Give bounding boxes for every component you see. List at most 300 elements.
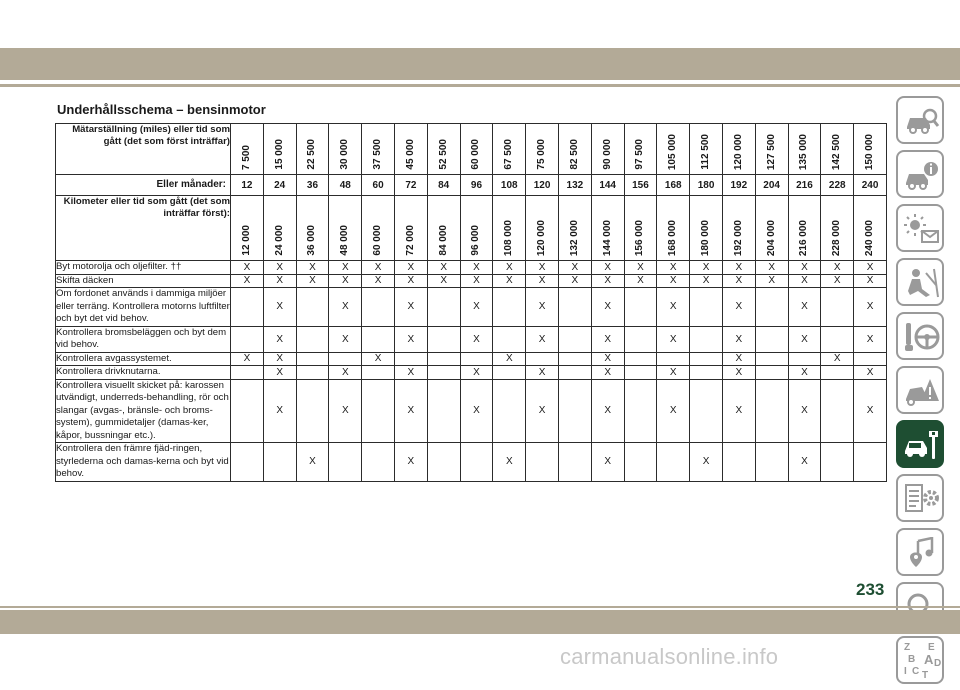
- bottom-decor-line: [0, 606, 960, 608]
- miles-value: 37 500: [372, 139, 384, 170]
- miles-value: 52 500: [437, 139, 449, 170]
- miles-value: 15 000: [273, 139, 285, 170]
- service-mark-cell: X: [854, 274, 887, 288]
- tab-car-wrench[interactable]: [896, 420, 944, 468]
- airbag-icon: [904, 267, 940, 299]
- miles-value: 90 000: [601, 139, 613, 170]
- service-mark-cell: X: [362, 352, 395, 366]
- km-column-header: [231, 196, 264, 261]
- service-mark-cell: X: [296, 443, 329, 482]
- service-mark-cell: X: [722, 288, 755, 327]
- km-header-label: Kilometer eller tid som gått (det som inträffar först):: [56, 196, 231, 261]
- service-mark-cell: [690, 352, 723, 366]
- car-info-icon: [904, 159, 940, 191]
- service-mark-cell: X: [427, 274, 460, 288]
- miles-value: 30 000: [339, 139, 351, 170]
- km-value: 108 000: [503, 219, 515, 256]
- service-mark-cell: X: [788, 274, 821, 288]
- service-mark-cell: [493, 366, 526, 380]
- miles-value: 7 500: [240, 144, 252, 170]
- service-mark-cell: [558, 352, 591, 366]
- service-mark-cell: [231, 379, 264, 443]
- alphabet-letter: C: [912, 666, 920, 677]
- service-mark-cell: X: [591, 352, 624, 366]
- service-mark-cell: X: [591, 443, 624, 482]
- service-mark-cell: X: [493, 352, 526, 366]
- months-value: 192: [722, 175, 755, 196]
- service-mark-cell: [231, 443, 264, 482]
- km-value: 168 000: [667, 219, 679, 256]
- miles-column-header: [657, 124, 690, 175]
- service-mark-cell: [755, 288, 788, 327]
- service-mark-cell: [624, 443, 657, 482]
- service-mark-cell: X: [854, 261, 887, 275]
- service-mark-cell: X: [690, 443, 723, 482]
- miles-column-header: [460, 124, 493, 175]
- service-mark-cell: [690, 326, 723, 352]
- table-row: [56, 443, 887, 482]
- service-mark-cell: X: [591, 379, 624, 443]
- service-mark-cell: X: [329, 288, 362, 327]
- service-mark-cell: X: [329, 274, 362, 288]
- service-mark-cell: [493, 288, 526, 327]
- service-mark-cell: [362, 366, 395, 380]
- km-column-header: [427, 196, 460, 261]
- car-magnifier-icon: [904, 105, 940, 137]
- service-item-label: Om fordonet används i dammiga miljöer eller terräng. Kontrollera motorns luftfilter och byt det vid behov.: [56, 288, 230, 324]
- service-mark-cell: [821, 288, 854, 327]
- service-mark-cell: [526, 352, 559, 366]
- km-column-header: [821, 196, 854, 261]
- service-mark-cell: X: [624, 261, 657, 275]
- km-column-header: [558, 196, 591, 261]
- alphabet-letter: A: [924, 652, 934, 667]
- service-mark-cell: [427, 366, 460, 380]
- service-mark-cell: X: [657, 274, 690, 288]
- km-value: 228 000: [831, 219, 843, 256]
- service-mark-cell: [657, 352, 690, 366]
- miles-column-header: [821, 124, 854, 175]
- months-value: 72: [394, 175, 427, 196]
- km-column-header: [362, 196, 395, 261]
- miles-value: 22 500: [306, 139, 318, 170]
- service-item-label: Skifta däcken: [56, 274, 231, 288]
- service-item-label: Kontrollera drivknutarna.: [56, 366, 231, 380]
- table-row: [56, 326, 887, 352]
- service-mark-cell: X: [526, 366, 559, 380]
- km-column-header: [460, 196, 493, 261]
- km-header-row: [56, 196, 887, 261]
- service-mark-cell: X: [296, 261, 329, 275]
- service-mark-cell: [558, 288, 591, 327]
- service-mark-cell: X: [821, 261, 854, 275]
- km-column-header: [329, 196, 362, 261]
- miles-column-header: [558, 124, 591, 175]
- miles-column-header: [427, 124, 460, 175]
- service-mark-cell: X: [394, 366, 427, 380]
- service-mark-cell: [755, 352, 788, 366]
- service-mark-cell: [558, 326, 591, 352]
- tab-warning-lights[interactable]: [896, 204, 944, 252]
- alphabet-letter: B: [908, 654, 916, 665]
- miles-column-header: [854, 124, 887, 175]
- km-value: 72 000: [404, 225, 416, 256]
- service-mark-cell: X: [362, 274, 395, 288]
- miles-value: 150 000: [864, 133, 876, 170]
- service-mark-cell: [624, 288, 657, 327]
- service-mark-cell: [231, 366, 264, 380]
- service-mark-cell: X: [821, 352, 854, 366]
- miles-column-header: [362, 124, 395, 175]
- top-decor-line: [0, 84, 960, 87]
- miles-value: 97 500: [634, 139, 646, 170]
- service-mark-cell: X: [591, 288, 624, 327]
- service-mark-cell: X: [296, 274, 329, 288]
- months-value: 12: [231, 175, 264, 196]
- service-mark-cell: X: [755, 274, 788, 288]
- km-column-header: [690, 196, 723, 261]
- service-mark-cell: [427, 326, 460, 352]
- miles-value: 45 000: [404, 139, 416, 170]
- service-mark-cell: X: [624, 274, 657, 288]
- km-value: 216 000: [798, 219, 810, 256]
- service-mark-cell: X: [690, 261, 723, 275]
- service-mark-cell: [362, 288, 395, 327]
- service-mark-cell: X: [263, 326, 296, 352]
- service-mark-cell: [722, 443, 755, 482]
- miles-column-header: [526, 124, 559, 175]
- service-mark-cell: X: [329, 326, 362, 352]
- service-mark-cell: X: [591, 366, 624, 380]
- km-column-header: [296, 196, 329, 261]
- miles-column-header: [755, 124, 788, 175]
- service-mark-cell: X: [526, 326, 559, 352]
- service-mark-cell: X: [263, 274, 296, 288]
- km-column-header: [591, 196, 624, 261]
- months-value: 180: [690, 175, 723, 196]
- miles-column-header: [493, 124, 526, 175]
- service-mark-cell: [427, 379, 460, 443]
- km-value: 156 000: [634, 219, 646, 256]
- km-column-header: [788, 196, 821, 261]
- service-mark-cell: X: [263, 379, 296, 443]
- months-value: 132: [558, 175, 591, 196]
- service-mark-cell: X: [362, 261, 395, 275]
- service-mark-cell: [558, 443, 591, 482]
- months-value: 120: [526, 175, 559, 196]
- miles-column-header: [394, 124, 427, 175]
- km-value: 180 000: [700, 219, 712, 256]
- bottom-decor-band: [0, 610, 960, 634]
- service-mark-cell: [624, 366, 657, 380]
- service-mark-cell: X: [854, 379, 887, 443]
- tab-car-magnifier[interactable]: [896, 96, 944, 144]
- service-item-label: Kontrollera bromsbeläggen och byt dem vid behov.: [56, 326, 231, 352]
- service-mark-cell: [296, 366, 329, 380]
- service-mark-cell: [427, 288, 460, 327]
- service-mark-cell: X: [788, 288, 821, 327]
- km-value: 204 000: [765, 219, 777, 256]
- service-mark-cell: [690, 366, 723, 380]
- alphabet-letter: T: [922, 670, 929, 681]
- service-mark-cell: [362, 379, 395, 443]
- months-value: 216: [788, 175, 821, 196]
- service-mark-cell: X: [526, 379, 559, 443]
- tab-car-info[interactable]: [896, 150, 944, 198]
- service-mark-cell: [231, 288, 264, 327]
- service-mark-cell: X: [394, 274, 427, 288]
- car-wrench-icon: [904, 429, 940, 461]
- service-mark-cell: X: [329, 379, 362, 443]
- alphabet-letter: I: [904, 666, 907, 677]
- service-mark-cell: X: [821, 274, 854, 288]
- service-mark-cell: X: [722, 379, 755, 443]
- months-value: 84: [427, 175, 460, 196]
- service-mark-cell: X: [263, 352, 296, 366]
- months-value: 48: [329, 175, 362, 196]
- service-mark-cell: X: [460, 379, 493, 443]
- months-value: 108: [493, 175, 526, 196]
- service-mark-cell: X: [722, 274, 755, 288]
- chapter-tabs: [896, 96, 948, 690]
- km-value: 240 000: [864, 219, 876, 256]
- page-number: 233: [856, 580, 885, 599]
- schedule-body: [56, 261, 887, 482]
- service-mark-cell: X: [493, 261, 526, 275]
- service-mark-cell: [788, 352, 821, 366]
- km-value: 24 000: [273, 225, 285, 256]
- service-mark-cell: X: [657, 288, 690, 327]
- km-column-header: [722, 196, 755, 261]
- table-row: [56, 379, 887, 443]
- tab-car-accident[interactable]: [896, 366, 944, 414]
- km-column-header: [624, 196, 657, 261]
- service-mark-cell: X: [526, 261, 559, 275]
- service-mark-cell: X: [329, 261, 362, 275]
- service-mark-cell: [624, 379, 657, 443]
- km-value: 84 000: [437, 225, 449, 256]
- car-accident-icon: [904, 375, 940, 407]
- km-value: 132 000: [568, 219, 580, 256]
- miles-value: 75 000: [536, 139, 548, 170]
- miles-column-header: [296, 124, 329, 175]
- service-mark-cell: X: [722, 352, 755, 366]
- alphabet-letter: Z: [904, 642, 911, 653]
- service-mark-cell: [821, 379, 854, 443]
- months-header-label: Eller månader:: [56, 175, 231, 196]
- service-mark-cell: [854, 443, 887, 482]
- service-mark-cell: X: [854, 326, 887, 352]
- km-value: 120 000: [536, 219, 548, 256]
- service-mark-cell: X: [591, 326, 624, 352]
- service-mark-cell: X: [231, 352, 264, 366]
- months-value: 24: [263, 175, 296, 196]
- service-mark-cell: [362, 326, 395, 352]
- specs-gear-icon: [904, 483, 940, 515]
- miles-header-row: [56, 124, 887, 175]
- miles-column-header: [624, 124, 657, 175]
- miles-value: 142 500: [831, 133, 843, 170]
- service-mark-cell: X: [231, 274, 264, 288]
- service-mark-cell: X: [854, 366, 887, 380]
- service-mark-cell: X: [591, 274, 624, 288]
- service-mark-cell: [526, 443, 559, 482]
- service-mark-cell: X: [460, 288, 493, 327]
- table-row: [56, 288, 887, 327]
- miles-column-header: [591, 124, 624, 175]
- service-mark-cell: [821, 326, 854, 352]
- tab-airbag[interactable]: [896, 258, 944, 306]
- service-mark-cell: [460, 443, 493, 482]
- service-mark-cell: [296, 288, 329, 327]
- steering-wheel-icon: [904, 321, 940, 353]
- service-mark-cell: [427, 443, 460, 482]
- service-mark-cell: X: [460, 274, 493, 288]
- tab-alphabet-index[interactable]: [896, 636, 944, 684]
- service-mark-cell: X: [690, 274, 723, 288]
- service-mark-cell: X: [722, 261, 755, 275]
- service-mark-cell: X: [460, 326, 493, 352]
- miles-column-header: [788, 124, 821, 175]
- service-mark-cell: X: [427, 261, 460, 275]
- service-mark-cell: [690, 288, 723, 327]
- service-mark-cell: X: [854, 288, 887, 327]
- tab-music-nav[interactable]: [896, 528, 944, 576]
- service-mark-cell: X: [329, 366, 362, 380]
- service-mark-cell: [624, 326, 657, 352]
- km-value: 60 000: [372, 225, 384, 256]
- service-mark-cell: X: [657, 379, 690, 443]
- table-row: [56, 352, 887, 366]
- miles-value: 135 000: [798, 133, 810, 170]
- service-mark-cell: X: [526, 274, 559, 288]
- alphabet-letter: E: [928, 642, 935, 653]
- service-mark-cell: X: [394, 443, 427, 482]
- km-column-header: [394, 196, 427, 261]
- service-mark-cell: X: [591, 261, 624, 275]
- maintenance-schedule-table: [55, 123, 887, 482]
- miles-value: 127 500: [765, 133, 777, 170]
- km-value: 192 000: [732, 219, 744, 256]
- service-mark-cell: [427, 352, 460, 366]
- service-mark-cell: X: [263, 288, 296, 327]
- service-mark-cell: X: [722, 326, 755, 352]
- service-mark-cell: X: [788, 326, 821, 352]
- service-mark-cell: X: [788, 366, 821, 380]
- service-mark-cell: X: [558, 261, 591, 275]
- service-mark-cell: [493, 326, 526, 352]
- service-item-label: Kontrollera visuellt skicket på: karossen utvändigt, underreds-behandling, rör och slangar (avgas-, bränsle- och broms-system), gummidetaljer (damas-ker, kåpor, bussningar etc.).: [56, 379, 229, 441]
- service-item-label: Byt motorolja och oljefilter. ††: [56, 261, 231, 275]
- service-mark-cell: X: [394, 288, 427, 327]
- months-value: 156: [624, 175, 657, 196]
- service-mark-cell: X: [394, 261, 427, 275]
- months-value: 36: [296, 175, 329, 196]
- service-item-label: Kontrollera avgassystemet.: [56, 352, 231, 366]
- km-column-header: [526, 196, 559, 261]
- table-row: [56, 366, 887, 380]
- miles-value: 112 500: [700, 134, 712, 170]
- km-value: 12 000: [240, 225, 252, 256]
- service-mark-cell: X: [788, 443, 821, 482]
- miles-value: 120 000: [732, 133, 744, 170]
- service-mark-cell: X: [493, 443, 526, 482]
- miles-column-header: [329, 124, 362, 175]
- service-mark-cell: [657, 443, 690, 482]
- miles-value: 105 000: [667, 133, 679, 170]
- service-mark-cell: X: [460, 261, 493, 275]
- service-mark-cell: X: [788, 379, 821, 443]
- months-value: 204: [755, 175, 788, 196]
- top-decor-band: [0, 48, 960, 80]
- service-mark-cell: X: [493, 274, 526, 288]
- service-mark-cell: X: [788, 261, 821, 275]
- km-column-header: [854, 196, 887, 261]
- months-value: 96: [460, 175, 493, 196]
- service-mark-cell: [755, 366, 788, 380]
- service-mark-cell: [755, 326, 788, 352]
- service-mark-cell: [296, 326, 329, 352]
- service-mark-cell: X: [394, 326, 427, 352]
- music-nav-icon: [904, 537, 940, 569]
- service-mark-cell: X: [558, 274, 591, 288]
- service-mark-cell: [329, 352, 362, 366]
- km-value: 48 000: [339, 225, 351, 256]
- service-mark-cell: [296, 379, 329, 443]
- km-column-header: [657, 196, 690, 261]
- service-mark-cell: X: [263, 261, 296, 275]
- service-mark-cell: [854, 352, 887, 366]
- table-row: [56, 261, 887, 275]
- km-value: 36 000: [306, 225, 318, 256]
- service-mark-cell: X: [263, 366, 296, 380]
- service-mark-cell: X: [722, 366, 755, 380]
- km-value: 144 000: [601, 219, 613, 256]
- service-mark-cell: [231, 326, 264, 352]
- service-mark-cell: [263, 443, 296, 482]
- service-mark-cell: [493, 379, 526, 443]
- service-mark-cell: [362, 443, 395, 482]
- km-column-header: [755, 196, 788, 261]
- miles-column-header: [263, 124, 296, 175]
- alphabet-letter: D: [934, 658, 942, 669]
- tab-steering[interactable]: [896, 312, 944, 360]
- months-value: 144: [591, 175, 624, 196]
- service-mark-cell: [296, 352, 329, 366]
- service-mark-cell: [460, 352, 493, 366]
- warning-lights-icon: [904, 213, 940, 245]
- service-mark-cell: [821, 366, 854, 380]
- service-mark-cell: [624, 352, 657, 366]
- miles-column-header: [690, 124, 723, 175]
- service-mark-cell: X: [755, 261, 788, 275]
- page-title: Underhållsschema – bensinmotor: [57, 102, 266, 117]
- months-header-row: [56, 175, 887, 196]
- tab-specs[interactable]: [896, 474, 944, 522]
- service-mark-cell: [394, 352, 427, 366]
- service-mark-cell: [329, 443, 362, 482]
- km-value: 96 000: [470, 225, 482, 256]
- months-value: 168: [657, 175, 690, 196]
- miles-header-label: Mätarställning (miles) eller tid som gått (det som först inträffar): [56, 124, 231, 175]
- km-column-header: [493, 196, 526, 261]
- service-mark-cell: X: [657, 261, 690, 275]
- miles-value: 60 000: [470, 139, 482, 170]
- km-column-header: [263, 196, 296, 261]
- miles-value: 67 500: [503, 139, 515, 170]
- months-value: 60: [362, 175, 395, 196]
- service-mark-cell: [755, 379, 788, 443]
